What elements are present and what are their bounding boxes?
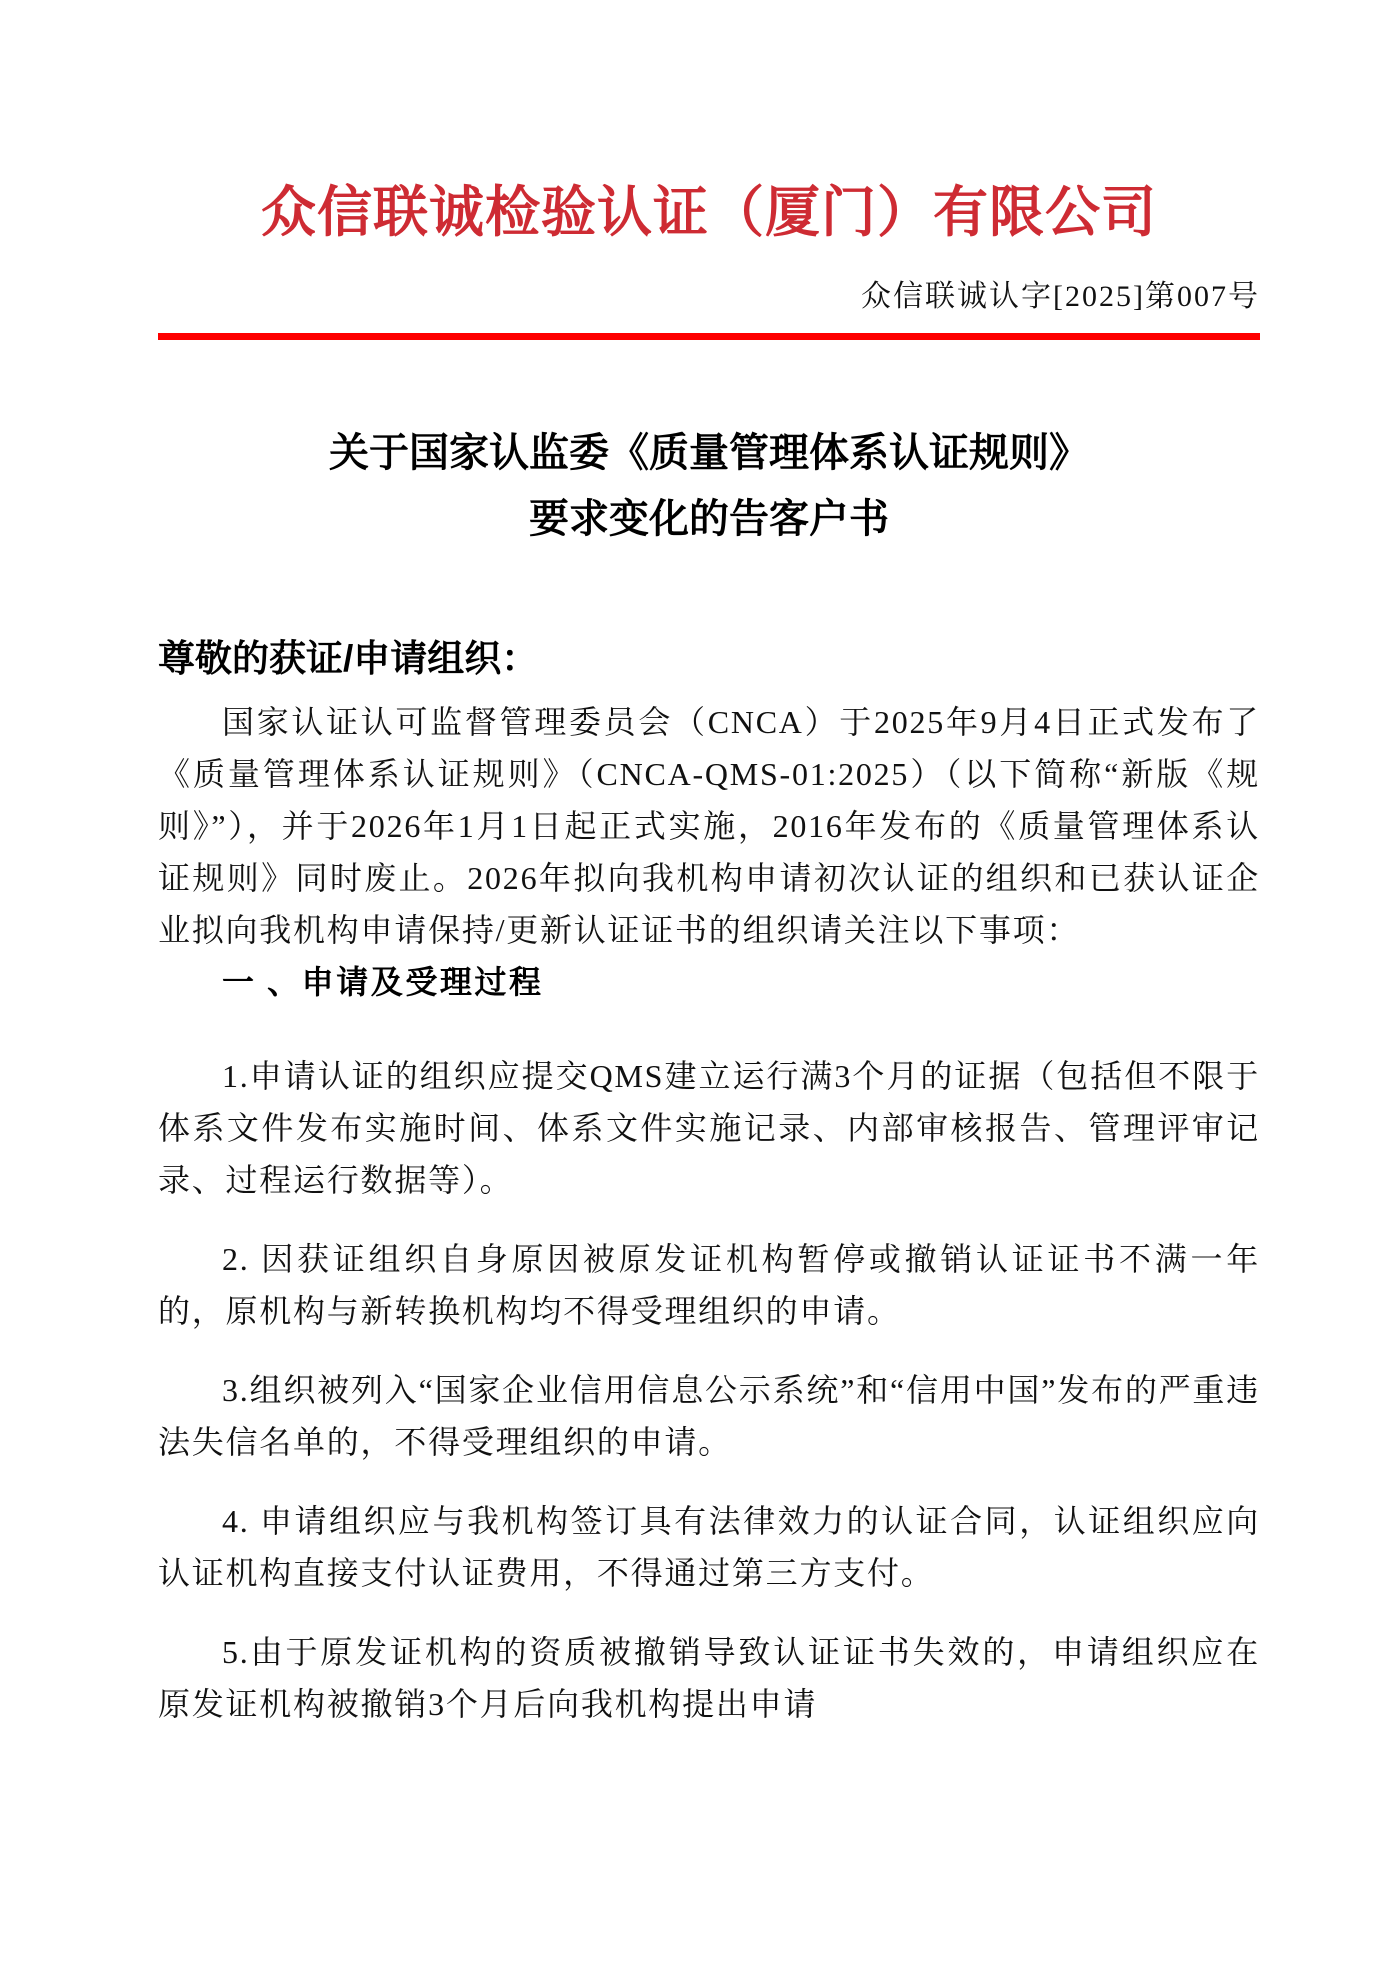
- intro-paragraph: 国家认证认可监督管理委员会（CNCA）于2025年9月4日正式发布了《质量管理体系认证规则》（CNCA-QMS-01:2025）（以下简称“新版《规则》”），并于2026年1月1日起正式实施，2016年发布的《质量管理体系认证规则》同时废止。2026年拟向我机构申请初次认证的组织和已获认证企业拟向我机构申请保持/更新认证证书的组织请关注以下事项：: [158, 704, 1260, 948]
- section-1-item-5: 5.由于原发证机构的资质被撤销导致认证证书失效的，申请组织应在原发证机构被撤销3个月后向我机构提出申请: [158, 1634, 1260, 1722]
- section-1-item-3: 3.组织被列入“国家企业信用信息公示系统”和“信用中国”发布的严重违法失信名单的，不得受理组织的申请。: [158, 1372, 1260, 1460]
- section-1-item-1: 1.申请认证的组织应提交QMS建立运行满3个月的证据（包括但不限于体系文件发布实施时间、体系文件实施记录、内部审核报告、管理评审记录、过程运行数据等）。: [158, 1058, 1260, 1198]
- document-title-line2: 要求变化的告客户书: [529, 497, 889, 541]
- section-1-item-2: 2. 因获证组织自身原因被原发证机构暂停或撤销认证证书不满一年的，原机构与新转换机构均不得受理组织的申请。: [158, 1241, 1260, 1329]
- section-1-item-4: 4. 申请组织应与我机构签订具有法律效力的认证合同，认证组织应向认证机构直接支付认证费用，不得通过第三方支付。: [158, 1503, 1260, 1591]
- company-title: 众信联诚检验认证（厦门）有限公司: [260, 181, 1157, 243]
- document-title-line1: 关于国家认监委《质量管理体系认证规则》: [329, 431, 1089, 475]
- red-divider-rule: [158, 333, 1260, 340]
- document-number: 众信联诚认字[2025]第007号: [861, 280, 1260, 313]
- salutation: 尊敬的获证/申请组织：: [158, 638, 539, 679]
- section-1-heading: 一 、申请及受理过程: [222, 964, 544, 1000]
